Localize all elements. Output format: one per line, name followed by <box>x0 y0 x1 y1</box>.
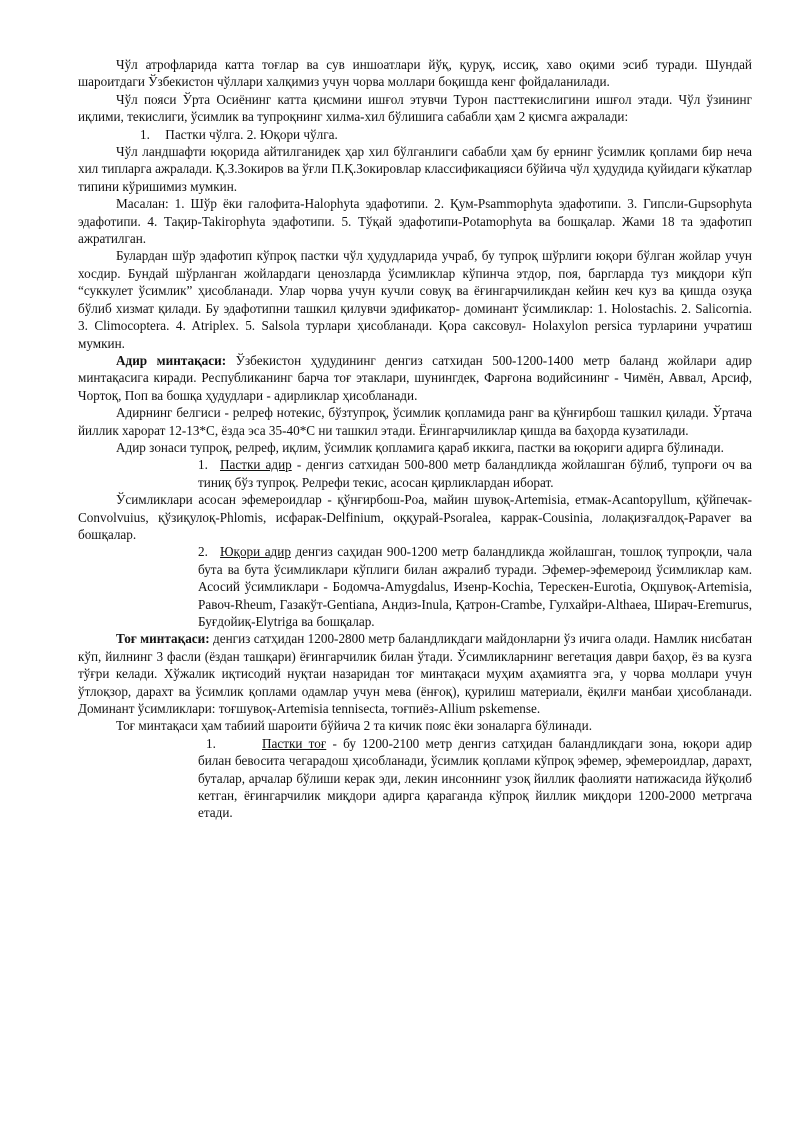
paragraph-text: Ўзбекистон ҳудудининг денгиз сатхидан 500-1200-1400 метр баланд жойлари адир минтақасига киради. Республиканинг барча тоғ этаклари, шунингдек, Фарғона водийсининг - Чимён, Аввал, Арсиф, Чортоқ, Поп ва бошқа ҳудудлари - адирликлар ҳисобланади. <box>78 352 753 403</box>
list-text: - денгиз сатхидан 500-800 метр баландликда жойлашган бўлиб, тупроғи оч ва тиниқ бўз тупроқ. Релрефи текис, асосан қирликлардан иборат. <box>198 457 752 490</box>
paragraph-mountain-division: Тоғ минтақаси ҳам табиий шароити бўйича 2 та кичик пояс ёки зоналарга бўлинади. <box>116 718 592 734</box>
list-number: 1. <box>198 457 208 473</box>
list-number: 1. <box>140 126 150 142</box>
paragraph-desert-belt: Чўл пояси Ўрта Осиёнинг катта қисмини ишғол этувчи Турон пасттекислигини ишғол этади. Чўл ўзининг иқлими, текислиги, ўсимлик ва тупроқнинг хилма-хил бўлишига сабабли ҳам 2 қисмга ажралади: <box>78 91 752 125</box>
document-page <box>78 56 752 822</box>
list-title: Пастки тоғ <box>262 735 327 751</box>
list-text: денгиз саҳидан 900-1200 метр баландликда жойлашган, тошлоқ тупроқли, чала бута ва бута ўсимликлари кўплиги билан ажралиб туради. Эфемер-эфемероид ўсимликлар кам. Асосий ўсимликлари - Бодомча-Amygdalus, Изенр-Kochia, Терескен-Eurotia, Оқшувоқ-Artemisia, Равоч-Rheum, Газакўт-Gentiana, Андиз-Inula, Қатрон-Crambe, Гулхайри-Althaea, Ширач-Eremurus, Буғдойиқ-Elytriga ва бошқалар. <box>198 544 753 629</box>
list-title: Юқори адир <box>220 544 291 560</box>
paragraph-lower-adyr-plants: Ўсимликлари асосан эфемероидлар - қўнғирбош-Poa, майин шувоқ-Artemisia, етмак-Acantopyllum, қўйпечак-Convolvuius, қўзиқулоқ-Phlomis, исфарак-Delfinium, оққурай-Psoralea, каррак-Cousinia, лолақизғалдоқ-Papaver ва бошқалар. <box>78 492 752 542</box>
paragraph-saline-edaphotype: Булардан шўр эдафотип кўпроқ пастки чўл ҳудудларида учраб, бу тупроқ шўрлиги юқори бўлган жойлар учун хосдир. Бундай шўрланган жойлардаги ценозларда ўсимликлар кўпинча этдор, поя, баргларда туз миқдори кўп “суккулет ўсимлик” ҳисобланади. Улар чорва учун кучли совуқ ва ёғингарчиликдан кейин кеч куз ва қишда озуқа бўлиб хизмат қилади. Бу эдафотипни ташкил қилувчи эдификатор- доминант ўсимликлар: 1. Holostachis. 2. Salicornia. 3. Climocoptera. 4. Atriplex. 5. Salsola турлари ҳисобланади. Қора саксовул- Holaxylon persica турларини учратиш мумкин. <box>78 248 752 351</box>
list-title: Пастки адир <box>220 457 292 473</box>
list-text: - бу 1200-2100 метр денгиз сатҳидан баландликдаги зона, юқори адир билан бевосита чегарадош ҳисобланади, ўсимлик қоплами кўпроқ эфемер, эфемероидлар, дарахт, буталар, арчалар бўлиши керак эди, лекин инсоннинг узоқ йиллик фаолияти натижасида йўқолиб кетган, ёғингарчилик миқдори адирга қараганда кўпроқ йиллик миқдори 1200-2000 метргача етади. <box>198 735 752 821</box>
paragraph-mountain-zone <box>78 630 752 717</box>
section-heading-mountain: Тоғ минтақаси: <box>116 631 210 647</box>
paragraph-adyr-division: Адир зонаси тупроқ, релреф, иқлим, ўсимлик қопламига қараб иккига, пастки ва юқориги адирга бўлинади. <box>116 439 724 455</box>
paragraph-desert-climate: Чўл атрофларида катта тоғлар ва сув иншоатлари йўқ, қуруқ, иссиқ, хаво оқими эсиб туради. Шундай шароитдаги Ўзбекистон чўллари халқимиз учун чорва моллари боқишда кенг фойдаланилади. <box>78 57 752 90</box>
list-upper-adyr <box>78 543 752 630</box>
paragraph-text: денгиз сатҳидан 1200-2800 метр баландликдаги майдонларни ўз ичига олади. Намлик нисбатан кўп, йилнинг 3 фасли (ёздан ташқари) ёғингарчилик билан ўтади. Ўсимликларнинг вегетация даври баҳор, ёз ва кузга тўғри келади. Хўжалик иқтисодий нуқтаи назаридан тоғ минтақаси муҳим аҳамиятга эга, у чорва моллари учун ўтлоқзор, дарахт ва ўсимлик қоплами одамлар учун мева (ёнғоқ), қурилиш материали, ёқилғи манбаи ҳисобланади. Доминант ўсимликлари: тоғшувоқ-Artemisia tennisecta, тоғпиёз-Allium pskemense. <box>78 631 753 717</box>
paragraph-desert-landscape: Чўл ландшафти юқорида айтилганидек ҳар хил бўлганлиги сабабли ҳам бу ернинг ўсимлик қоплами бир неча хил типларга ажралади. Қ.З.Зокиров ва ўғли П.Қ.Зокировлар классификацияси бўйича чўл ҳудудида қуйидаги кўкатлар типини кўришимиз мумкин. <box>78 144 752 194</box>
list-number: 2. <box>198 544 208 560</box>
paragraph-adyr-zone <box>78 352 752 404</box>
list-number: 1. <box>206 735 216 751</box>
list-text: Пастки чўлга. 2. Юқори чўлга. <box>165 126 338 142</box>
list-desert-parts <box>78 126 752 143</box>
list-lower-mountain <box>78 735 752 822</box>
paragraph-adyr-features: Адирнинг белгиси - релреф нотекис, бўзтупроқ, ўсимлик қопламида ранг ва қўнғирбош ташкил қилади. Ўртача йиллик харорат 12-13*С, ёзда эса 35-40*С ни ташкил этади. Ёғингарчиликлар қишда ва баҳорда кузатилади. <box>78 405 752 438</box>
section-heading-adyr: Адир минтақаси: <box>116 352 227 368</box>
paragraph-edaphotypes: Масалан: 1. Шўр ёки галофита-Halophyta эдафотипи. 2. Қум-Psammophyta эдафотипи. 3. Гипсли-Gupsophyta эдафотипи. 4. Тақир-Takirophyta эдафотипи. 5. Тўқай эдафотипи-Potamophyta ва бошқалар. Жами 18 та эдафотип ажратилган. <box>78 196 752 247</box>
list-lower-adyr <box>78 456 752 491</box>
